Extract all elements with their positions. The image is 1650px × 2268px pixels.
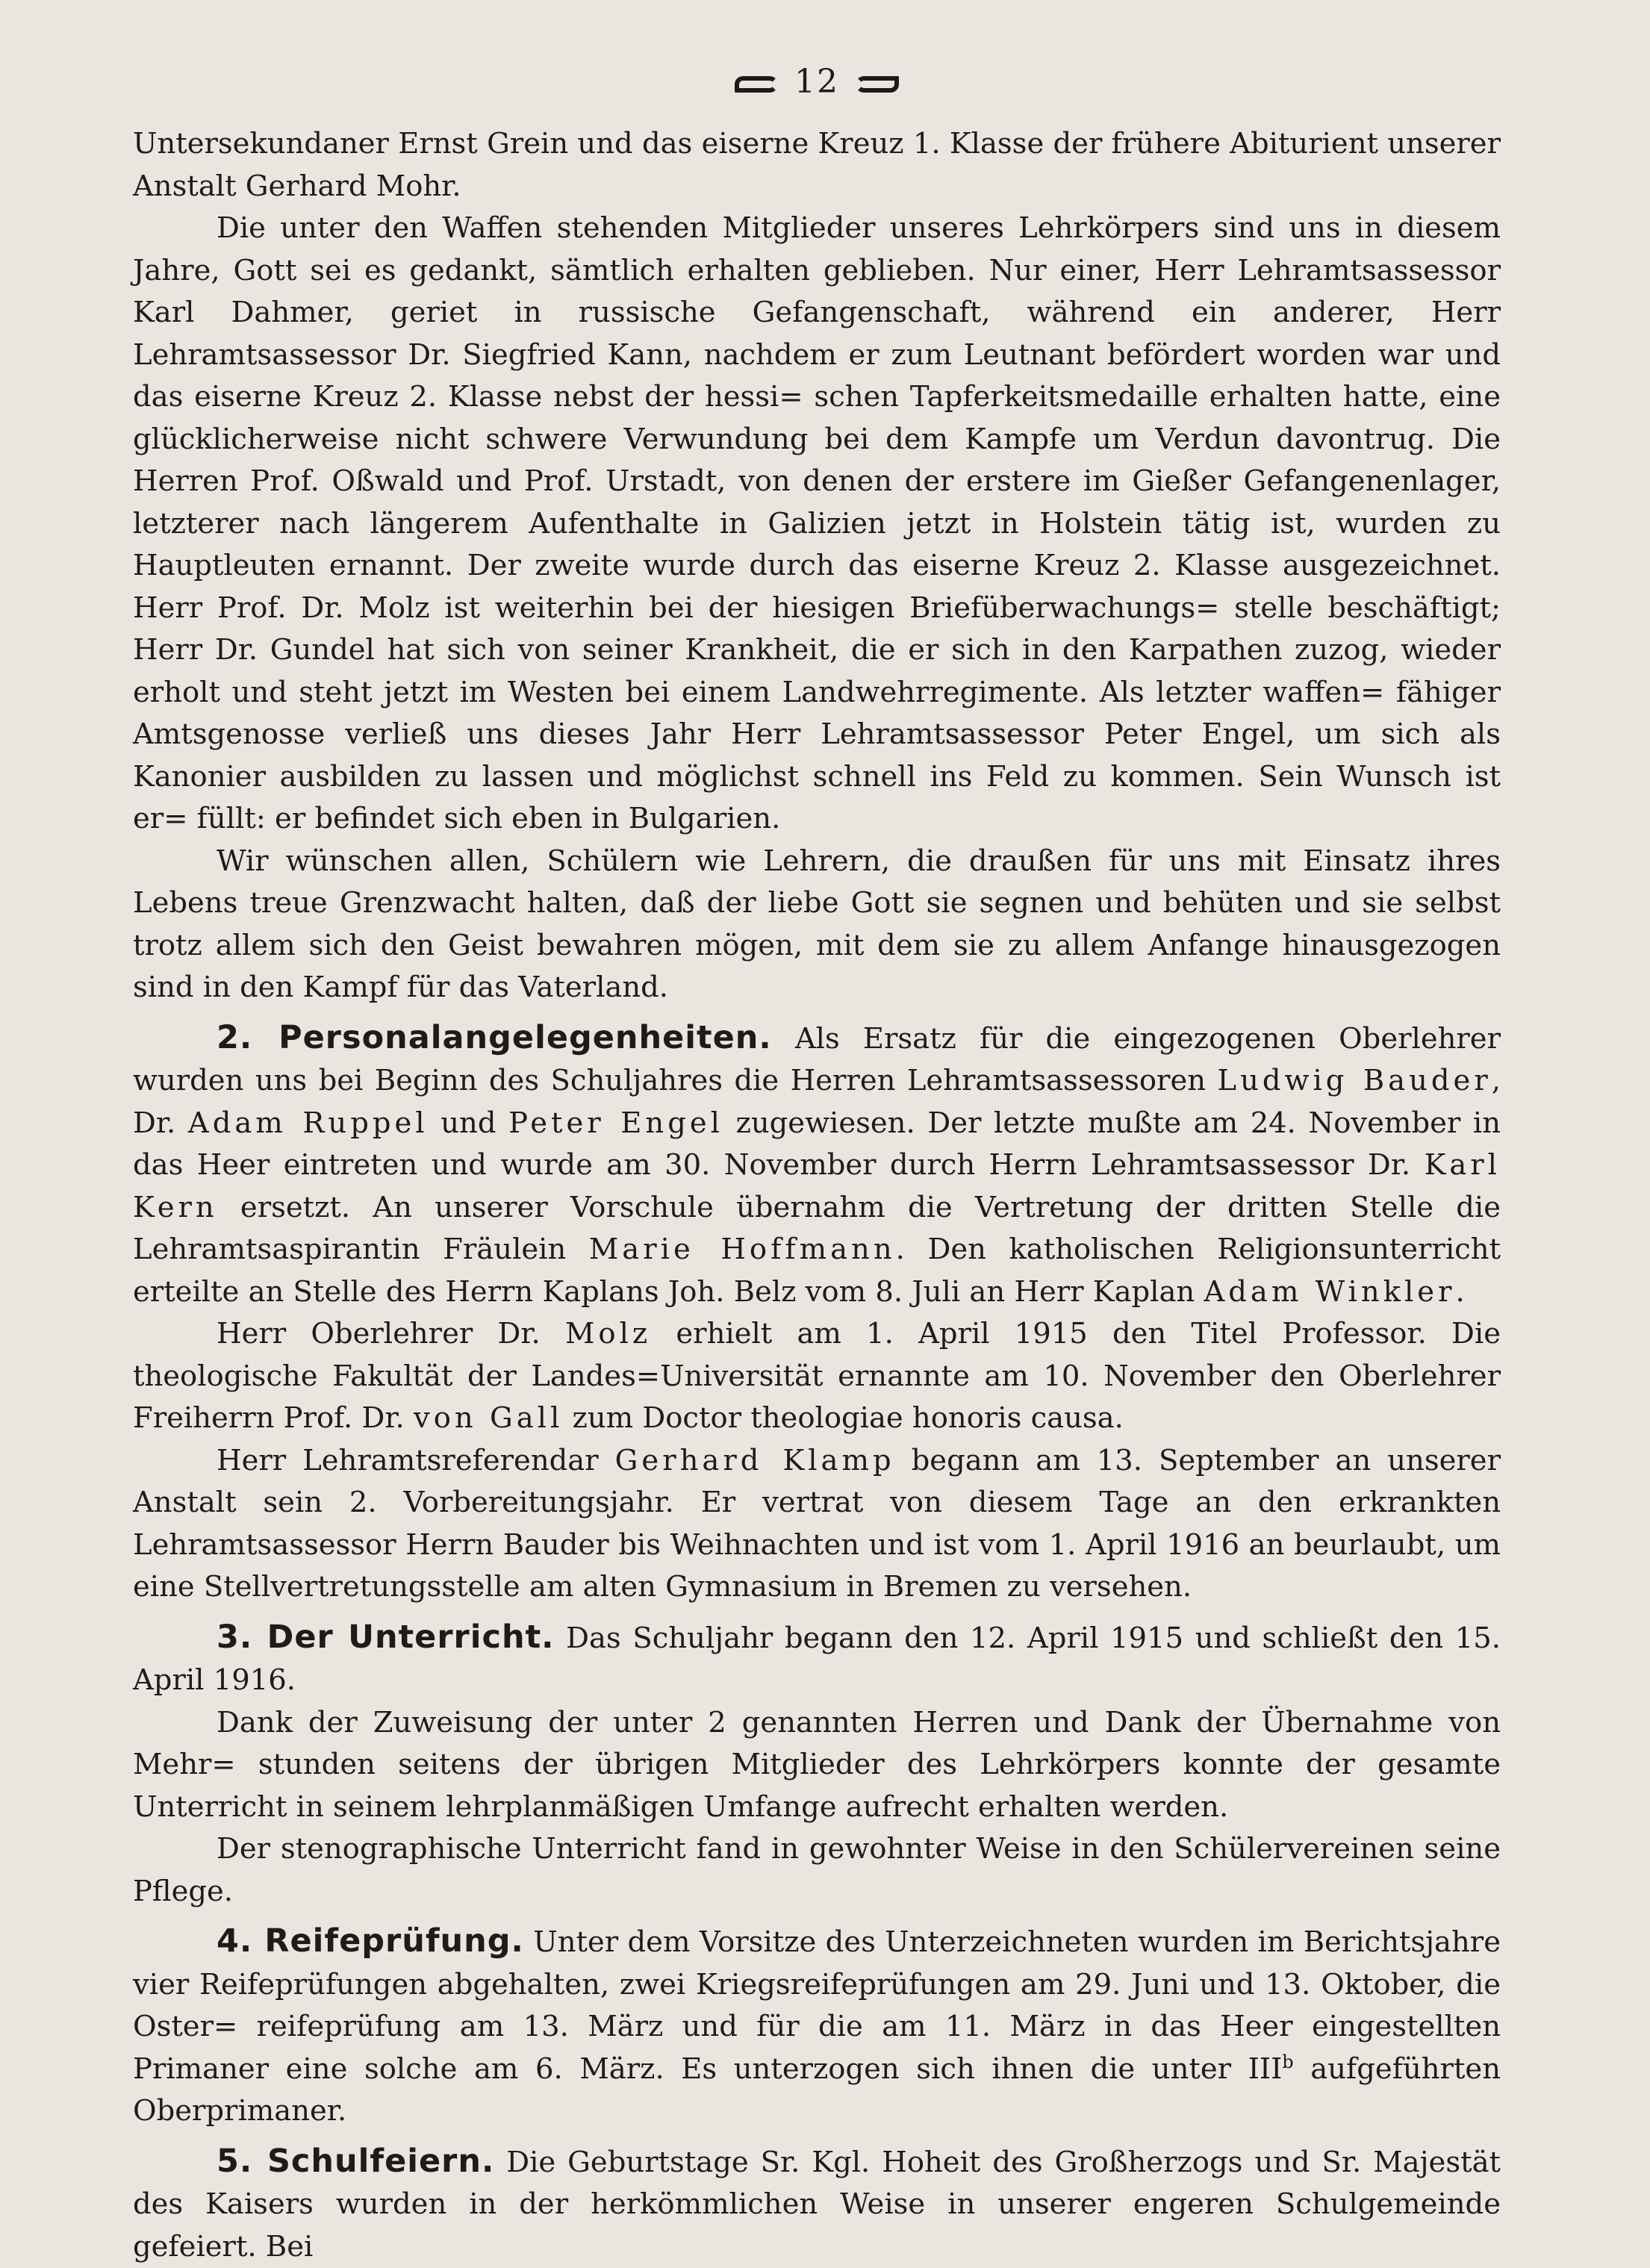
person-name: von Gall (414, 1401, 563, 1435)
paragraph-wishes: Wir wünschen allen, Schülern wie Lehrern, die draußen für uns mit Einsatz ihres Lebens treue Grenzwacht halten, daß der liebe Gott sie segnen und behüten und sie selbst trotz allem sich den Geist bewahren mögen, mit dem sie zu allem Anfange hinausgezogen sind in den Kampf für das Vaterland. (133, 841, 1501, 1009)
person-name: Marie Hoffmann (589, 1233, 896, 1266)
ornament-right-icon (856, 76, 899, 93)
section-school-celebrations: 5. Schulfeiern. Die Geburtstage Sr. Kgl. Hoheit des Großherzogs und Sr. Majestät des Kaisers wurden in der herkömmlichen Weise in unserer engeren Schulgemeinde gefeiert. Bei (133, 2140, 1501, 2268)
paragraph-stenography: Der stenographische Unterricht fand in gewohnter Weise in den Schülervereinen seine Pflege. (133, 1828, 1501, 1913)
paragraph-teachers-at-war: Die unter den Waffen stehenden Mitglieder unseres Lehrkörpers sind uns in diesem Jahre, Gott sei es gedankt, sämtlich erhalten geblieben. Nur einer, Herr Lehramtsassessor Karl Dahmer, geriet in russische Gefangenschaft, während ein anderer, Herr Lehramtsassessor Dr. Siegfried Kann, nachdem er zum Leutnant befördert worden war und das eiserne Kreuz 2. Klasse nebst der hessi= schen Tapferkeitsmedaille erhalten hatte, eine glücklicherweise nicht schwere Verwundung bei dem Kampfe um Verdun davontrug. Die Herren Prof. Oßwald und Prof. Urstadt, von denen der erstere im Gießer Gefangenenlager, letzterer nach längerem Aufenthalte in Galizien jetzt in Holstein tätig ist, wurden zu Hauptleuten ernannt. Der zweite wurde durch das eiserne Kreuz 2. Klasse ausgezeichnet. Herr Prof. Dr. Molz ist weiterhin bei der hiesigen Briefüberwachungs= stelle beschäftigt; Herr Dr. Gundel hat sich von seiner Krankheit, die er sich in den Karpathen zuzog, wieder erholt und steht jetzt im Westen bei einem Landwehrregimente. Als letzter waffen= fähiger Amtsgenosse verließ uns dieses Jahr Herr Lehramtsassessor Peter Engel, um sich als Kanonier ausbilden zu lassen und möglichst schnell ins Feld zu kommen. Sein Wunsch ist er= füllt: er befindet sich eben in Bulgarien. (133, 208, 1501, 841)
paragraph-continuation: Untersekundaner Ernst Grein und das eiserne Kreuz 1. Klasse der frühere Abiturient unserer Anstalt Gerhard Mohr. (133, 123, 1501, 208)
section-heading-instruction: 3. Der Unterricht. (217, 1619, 554, 1656)
person-name: Peter Engel (508, 1106, 723, 1140)
paragraph-promotions: Herr Oberlehrer Dr. Molz erhielt am 1. April 1915 den Titel Professor. Die theologische Fakultät der Landes=Universität ernannte am 10. November den Oberlehrer Freiherrn Prof. Dr. von Gall zum Doctor theologiae honoris causa. (133, 1313, 1501, 1440)
person-name: Molz (565, 1317, 651, 1350)
section-final-exam: 4. Reifeprüfung. Unter dem Vorsitze des Unterzeichneten wurden im Berichtsjahre vier Reifeprüfungen abgehalten, zwei Kriegsreifeprüfungen am 29. Juni und 13. Oktober, die Oster= reifeprüfung am 13. März und für die am 11. März in das Heer eingestellten Primaner eine solche am 6. März. Es unterzogen sich ihnen die unter III$^b$ aufgeführten Oberprimaner. (133, 1920, 1501, 2133)
person-name: Gerhard Klamp (615, 1444, 895, 1477)
person-name: Adam Winkler (1204, 1275, 1455, 1309)
ornament-left-icon (735, 76, 778, 93)
person-name: Ludwig Bauder (1218, 1064, 1492, 1097)
page-number: 12 (794, 63, 839, 101)
person-name: Karl Kern (133, 1148, 1501, 1224)
paragraph-referendar: Herr Lehramtsreferendar Gerhard Klamp begann am 13. September an unserer Anstalt sein 2. Vorbereitungsjahr. Er vertrat von diesem Tage an den erkrankten Lehramtsassessor Herrn Bauder bis Weihnachten und ist vom 1. April 1916 an beurlaubt, um eine Stellvertretungsstelle am alten Gymnasium in Bremen zu versehen. (133, 1440, 1501, 1609)
section-personnel: 2. Personalangelegenheiten. Als Ersatz für die eingezogenen Oberlehrer wurden uns bei Beginn des Schuljahres die Herren Lehramtsassessoren Ludwig Bauder, Dr. Adam Ruppel und Peter Engel zugewiesen. Der letzte mußte am 24. November in das Heer eintreten und wurde am 30. November durch Herrn Lehramtsassessor Dr. Karl Kern ersetzt. An unserer Vorschule übernahm die Vertretung der dritten Stelle die Lehramtsaspirantin Fräulein Marie Hoffmann. Den katholischen Religionsunterricht erteilte an Stelle des Herrn Kaplans Joh. Belz vom 8. Juli an Herr Kaplan Adam Winkler. (133, 1017, 1501, 1314)
person-name: Adam Ruppel (188, 1106, 429, 1140)
paragraph-instruction-staffing: Dank der Zuweisung der unter 2 genannten Herren und Dank der Übernahme von Mehr= stunden seitens der übrigen Mitglieder des Lehrkörpers konnte der gesamte Unterricht in seinem lehrplanmäßigen Umfange aufrecht erhalten werden. (133, 1702, 1501, 1829)
page-header (133, 63, 1501, 101)
section-instruction: 3. Der Unterricht. Das Schuljahr begann den 12. April 1915 und schließt den 15. April 1916. (133, 1616, 1501, 1702)
section-heading-final-exam: 4. Reifeprüfung. (217, 1922, 524, 1960)
section-heading-personnel: 2. Personalangelegenheiten. (217, 1019, 772, 1056)
section-heading-celebrations: 5. Schulfeiern. (217, 2143, 494, 2180)
